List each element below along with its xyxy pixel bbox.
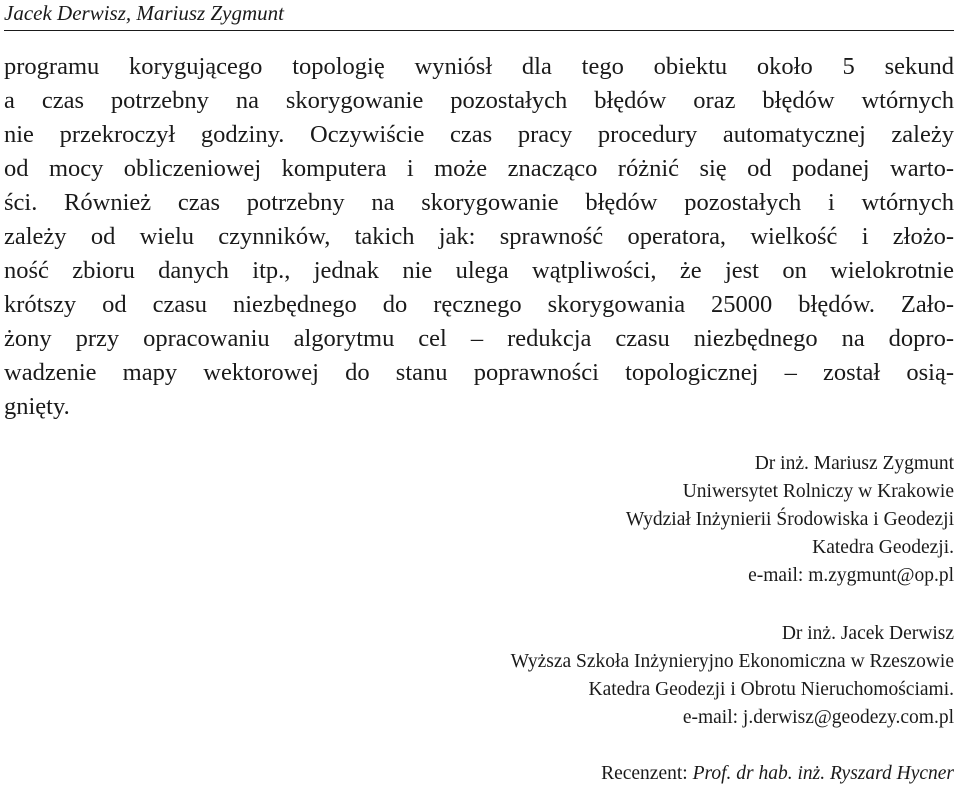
paragraph-line: gnięty. bbox=[4, 393, 70, 420]
author-affiliation: Uniwersytet Rolniczy w Krakowie bbox=[682, 481, 954, 502]
paragraph-line: programu korygującego topologię wyniósł dla tego obiektu około 5 sekund bbox=[4, 53, 954, 80]
paragraph-line: nie przekroczył godziny. Oczywiście czas pracy procedury automatycznej zależy bbox=[4, 121, 954, 148]
reviewer-name: Prof. dr hab. inż. Ryszard Hycner bbox=[692, 763, 954, 784]
author-block-derwisz bbox=[14, 620, 954, 732]
author-affiliation: Katedra Geodezji. bbox=[812, 537, 954, 558]
running-head: Jacek Derwisz, Mariusz Zygmunt bbox=[4, 1, 284, 25]
author-affiliation: Wydział Inżynierii Środowiska i Geodezji bbox=[625, 509, 954, 530]
author-email: e-mail: m.zygmunt@op.pl bbox=[748, 565, 954, 586]
author-affiliation: Katedra Geodezji i Obrotu Nieruchomościami. bbox=[588, 679, 954, 700]
paragraph-line: zależy od wielu czynników, takich jak: sprawność operatora, wielkość i złożo- bbox=[4, 223, 954, 250]
author-name: Dr inż. Mariusz Zygmunt bbox=[754, 453, 954, 474]
paragraph-line: wadzenie mapy wektorowej do stanu poprawności topologicznej – został osią- bbox=[4, 359, 954, 386]
author-affiliation: Wyższa Szkoła Inżynieryjno Ekonomiczna w Rzeszowie bbox=[510, 651, 954, 672]
body-paragraph bbox=[4, 50, 954, 424]
reviewer-line bbox=[601, 760, 954, 788]
author-name: Dr inż. Jacek Derwisz bbox=[781, 623, 954, 644]
paragraph-line: od mocy obliczeniowej komputera i może znacząco różnić się od podanej warto- bbox=[4, 155, 954, 182]
author-block-zygmunt bbox=[14, 450, 954, 590]
paragraph-line: krótszy od czasu niezbędnego do ręcznego skorygowania 25000 błędów. Zało- bbox=[4, 291, 954, 318]
reviewer-label: Recenzent: bbox=[601, 763, 688, 784]
author-email: e-mail: j.derwisz@geodezy.com.pl bbox=[682, 707, 954, 728]
paragraph-line: a czas potrzebny na skorygowanie pozostałych błędów oraz błędów wtórnych bbox=[4, 87, 954, 114]
header-rule bbox=[4, 30, 954, 31]
paragraph-line: żony przy opracowaniu algorytmu cel – redukcja czasu niezbędnego na dopro- bbox=[4, 325, 954, 352]
paragraph-line: ność zbioru danych itp., jednak nie ulega wątpliwości, że jest on wielokrotnie bbox=[4, 257, 954, 284]
paragraph-line: ści. Również czas potrzebny na skorygowanie błędów pozostałych i wtórnych bbox=[4, 189, 954, 216]
